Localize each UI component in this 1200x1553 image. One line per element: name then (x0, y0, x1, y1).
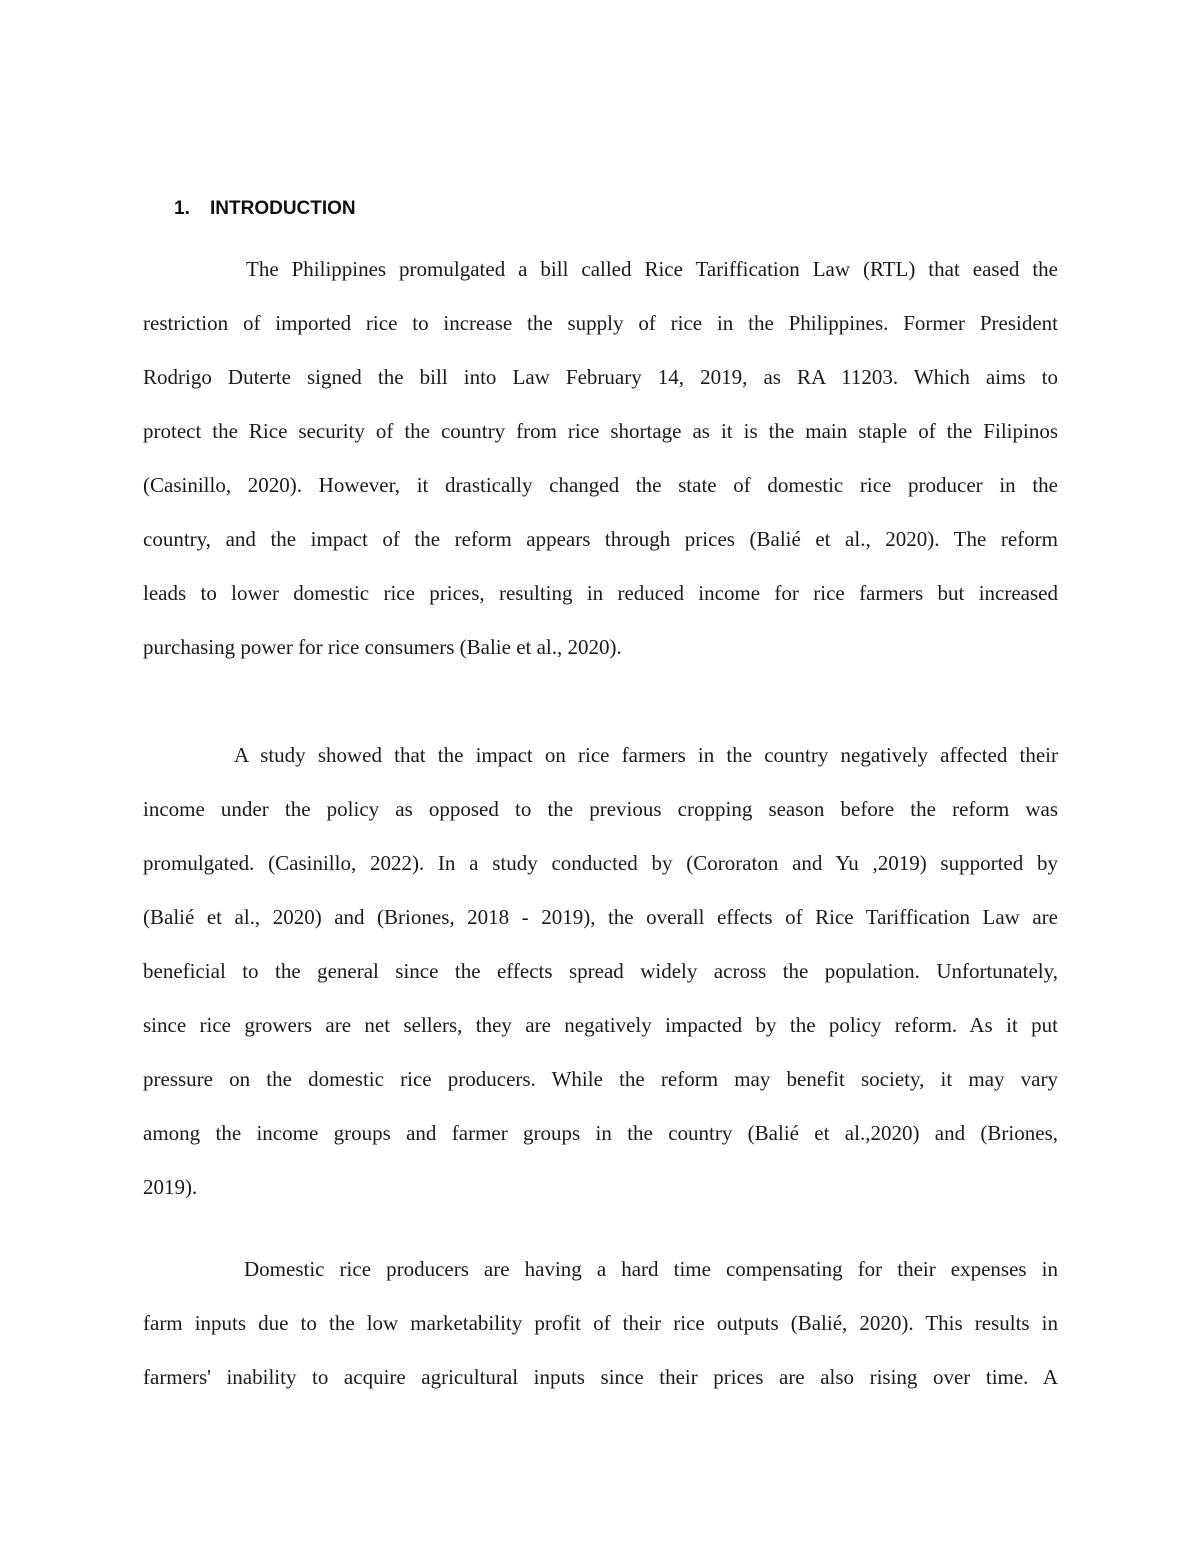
paragraph-1-line-2: restriction of imported rice to increase the supply of rice in the Philippines. Former President (143, 311, 1058, 335)
paragraph-1-line-6: country, and the impact of the reform appears through prices (Balié et al., 2020). The reform (143, 527, 1058, 551)
section-number: 1. (174, 198, 190, 219)
paragraph-2-line-4: (Balié et al., 2020) and (Briones, 2018 - 2019), the overall effects of Rice Tariffication Law are (143, 905, 1058, 929)
section-heading (174, 198, 356, 220)
paragraph-2-line-9: 2019). (143, 1175, 198, 1199)
paragraph-2-line-6: since rice growers are net sellers, they are negatively impacted by the policy reform. As it put (143, 1013, 1058, 1037)
paragraph-1-line-1: The Philippines promulgated a bill called Rice Tariffication Law (RTL) that eased the (246, 257, 1058, 281)
paragraph-1-line-3: Rodrigo Duterte signed the bill into Law February 14, 2019, as RA 11203. Which aims to (143, 365, 1058, 389)
paragraph-3-line-2: farm inputs due to the low marketability profit of their rice outputs (Balié, 2020). This results in (143, 1311, 1058, 1335)
paragraph-2-line-3: promulgated. (Casinillo, 2022). In a study conducted by (Cororaton and Yu ,2019) supported by (143, 851, 1058, 875)
paragraph-1-line-5: (Casinillo, 2020). However, it drastically changed the state of domestic rice producer in the (143, 473, 1058, 497)
paragraph-2-line-8: among the income groups and farmer groups in the country (Balié et al.,2020) and (Briones, (143, 1121, 1058, 1145)
paragraph-2-line-5: beneficial to the general since the effects spread widely across the population. Unfortunately, (143, 959, 1058, 983)
paragraph-3-line-3: farmers' inability to acquire agricultural inputs since their prices are also rising over time. A (143, 1365, 1058, 1389)
paragraph-1-line-8: purchasing power for rice consumers (Balie et al., 2020). (143, 635, 622, 659)
section-title: INTRODUCTION (210, 198, 356, 219)
paragraph-2-line-7: pressure on the domestic rice producers. While the reform may benefit society, it may vary (143, 1067, 1058, 1091)
paragraph-1-line-4: protect the Rice security of the country from rice shortage as it is the main staple of the Filipinos (143, 419, 1058, 443)
paragraph-2-line-1: A study showed that the impact on rice farmers in the country negatively affected their (234, 743, 1058, 767)
paragraph-2-line-2: income under the policy as opposed to the previous cropping season before the reform was (143, 797, 1058, 821)
paragraph-3-line-1: Domestic rice producers are having a hard time compensating for their expenses in (244, 1257, 1058, 1281)
paragraph-1-line-7: leads to lower domestic rice prices, resulting in reduced income for rice farmers but increased (143, 581, 1058, 605)
